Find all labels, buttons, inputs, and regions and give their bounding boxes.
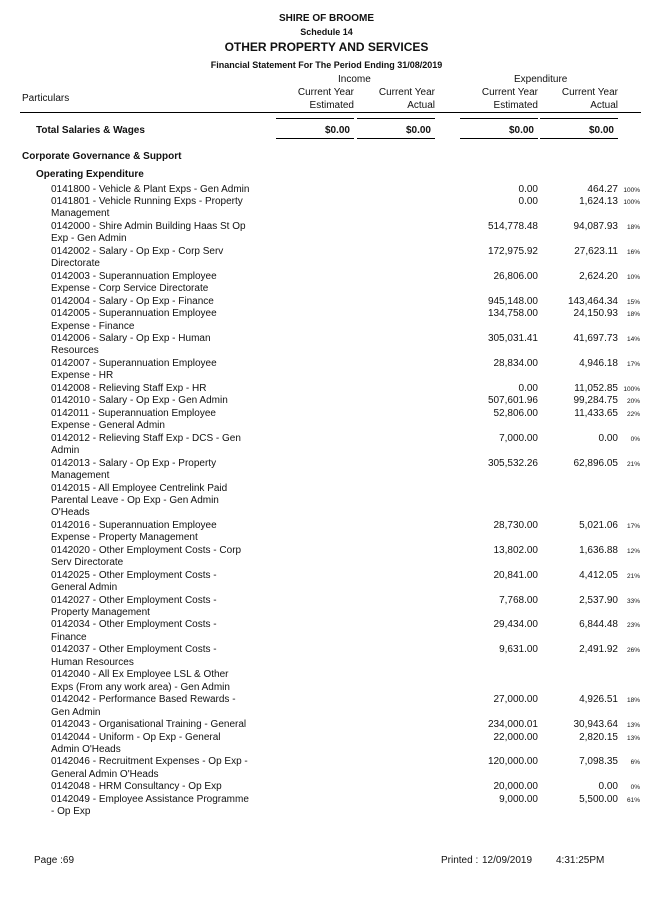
row-percent: 18% — [626, 223, 640, 231]
row-exp-estimated: 120,000.00 — [487, 756, 538, 768]
total-exp-act: $0.00 — [588, 125, 614, 136]
row-percent: 17% — [626, 360, 640, 368]
row-percent: 21% — [626, 572, 640, 580]
row-exp-estimated: 27,000.00 — [493, 694, 538, 706]
income-act-header-line1: Current Year — [378, 87, 435, 98]
org-name: SHIRE OF BROOME — [278, 13, 374, 24]
row-exp-actual: 1,624.13 — [579, 196, 618, 207]
row-exp-actual: 2,820.15 — [579, 731, 618, 743]
row-percent: 23% — [626, 622, 640, 630]
row-exp-actual: 99,284.75 — [573, 395, 618, 407]
row-percent: 18% — [626, 311, 640, 319]
income-est-header-line1: Current Year — [297, 87, 354, 98]
total-rule-2 — [357, 118, 435, 119]
section-heading: Corporate Governance & Support — [22, 151, 182, 162]
row-exp-actual: 0.00 — [598, 432, 618, 444]
row-particulars: 0142008 - Relieving Staff Exp - HR — [51, 382, 207, 394]
row-exp-actual: 2,624.20 — [579, 270, 618, 282]
particulars-header: Particulars — [22, 93, 70, 104]
row-particulars: 0142042 - Performance Based Rewards - Gen Admin — [51, 694, 236, 718]
row-exp-actual: 24,150.93 — [573, 308, 618, 320]
total-rule-4 — [540, 118, 618, 119]
header-rule — [20, 112, 641, 113]
row-percent: 13% — [626, 722, 640, 729]
row-particulars: 0142006 - Salary - Op Exp - Human Resources — [51, 333, 211, 357]
row-particulars: 0142025 - Other Employment Costs - General Admin — [51, 569, 217, 593]
printed-date: 12/09/2019 — [482, 855, 533, 866]
row-percent: 13% — [626, 734, 640, 742]
row-percent: 20% — [626, 398, 640, 406]
row-exp-actual: 4,412.05 — [579, 569, 618, 581]
row-particulars: 0142004 - Salary - Op Exp - Finance — [51, 295, 214, 307]
row-percent: 0% — [630, 435, 640, 443]
row-particulars: 0142040 - All Ex Employee LSL & Other Exps (From any work area) - Gen Admin — [51, 669, 230, 693]
total-rule-7 — [460, 138, 538, 139]
row-particulars: 0141800 - Vehicle & Plant Exps - Gen Admin — [51, 183, 250, 195]
row-exp-estimated: 52,806.00 — [493, 407, 538, 419]
row-exp-estimated: 22,000.00 — [493, 731, 538, 743]
row-percent: 14% — [626, 336, 640, 343]
total-rule-1 — [276, 118, 354, 119]
row-percent: 21% — [626, 460, 640, 468]
income-est-header-line2: Estimated — [309, 100, 354, 111]
row-percent: 100% — [623, 385, 640, 393]
row-exp-estimated: 7,000.00 — [499, 432, 538, 444]
row-exp-actual: 0.00 — [598, 781, 618, 793]
row-exp-estimated: 305,532.26 — [487, 457, 538, 469]
row-particulars: 0142037 - Other Employment Costs - Human Resources — [51, 644, 217, 668]
row-exp-actual: 4,946.18 — [579, 357, 618, 369]
row-exp-actual: 11,052.85 — [574, 382, 618, 394]
row-particulars: 0142048 - HRM Consultancy - Op Exp — [51, 781, 222, 793]
row-exp-estimated: 0.00 — [518, 183, 538, 195]
row-percent: 26% — [626, 647, 640, 655]
row-percent: 33% — [626, 597, 640, 605]
row-exp-estimated: 28,730.00 — [493, 519, 538, 531]
total-rule-5 — [276, 138, 354, 139]
row-exp-actual: 2,491.92 — [579, 644, 618, 656]
report-subtitle: Financial Statement For The Period Ending 31/08/2019 — [210, 60, 443, 70]
row-particulars: 0142043 - Organisational Training - General — [51, 719, 247, 730]
row-percent: 22% — [626, 410, 640, 418]
printed-time: 4:31:25PM — [556, 855, 605, 866]
row-exp-estimated: 0.00 — [518, 382, 538, 394]
exp-est-header-line1: Current Year — [481, 87, 538, 98]
row-exp-estimated: 29,434.00 — [493, 619, 538, 631]
row-percent: 6% — [630, 759, 640, 767]
row-exp-estimated: 305,031.41 — [487, 333, 538, 344]
row-exp-actual: 11,433.65 — [574, 407, 618, 419]
row-exp-actual: 94,087.93 — [573, 220, 618, 232]
row-particulars: 0142020 - Other Employment Costs - Corp Serv Directorate — [51, 544, 242, 569]
row-exp-actual: 6,844.48 — [579, 619, 618, 631]
row-percent: 17% — [626, 522, 640, 530]
total-income-est: $0.00 — [324, 125, 350, 136]
row-particulars: 0142003 - Superannuation Employee Expense - Corp Service Directorate — [51, 270, 217, 295]
row-exp-estimated: 20,841.00 — [493, 569, 538, 581]
row-particulars: 0142015 - All Employee Centrelink Paid Parental Leave - Op Exp - Gen Admin O'Heads — [51, 482, 228, 519]
row-exp-actual: 5,500.00 — [579, 793, 618, 805]
schedule-label: Schedule 14 — [300, 27, 353, 37]
expenditure-header: Expenditure — [514, 74, 568, 85]
row-exp-estimated: 13,802.00 — [493, 544, 538, 556]
row-percent: 10% — [626, 273, 640, 281]
row-exp-actual: 41,697.73 — [573, 333, 618, 344]
row-exp-estimated: 172,975.92 — [487, 245, 538, 257]
row-percent: 61% — [626, 796, 640, 804]
total-rule-8 — [540, 138, 618, 139]
row-particulars: 0142034 - Other Employment Costs - Finance — [51, 619, 217, 643]
total-rule-6 — [357, 138, 435, 139]
total-rule-3 — [460, 118, 538, 119]
income-header: Income — [338, 74, 371, 85]
row-exp-actual: 143,464.34 — [567, 295, 618, 307]
row-exp-estimated: 507,601.96 — [487, 395, 538, 407]
row-exp-estimated: 945,148.00 — [487, 295, 538, 307]
row-particulars: 0142011 - Superannuation Employee Expense - General Admin — [51, 407, 216, 432]
row-exp-actual: 2,537.90 — [579, 594, 618, 606]
row-exp-actual: 30,943.64 — [573, 719, 618, 730]
exp-est-header-line2: Estimated — [493, 100, 538, 111]
row-exp-actual: 27,623.11 — [574, 245, 618, 257]
income-act-header-line2: Actual — [407, 100, 435, 111]
row-exp-estimated: 234,000.01 — [487, 719, 538, 730]
row-particulars: 0142016 - Superannuation Employee Expense - Property Management — [51, 519, 217, 544]
row-exp-estimated: 9,631.00 — [499, 644, 538, 656]
row-particulars: 0142046 - Recruitment Expenses - Op Exp - General Admin O'Heads — [51, 756, 248, 780]
report-title: OTHER PROPERTY AND SERVICES — [224, 40, 429, 54]
row-percent: 100% — [623, 199, 640, 206]
row-exp-actual: 464.27 — [587, 183, 618, 195]
row-exp-actual: 5,021.06 — [579, 519, 618, 531]
row-exp-estimated: 28,834.00 — [493, 357, 538, 369]
row-percent: 15% — [626, 298, 640, 306]
row-exp-estimated: 9,000.00 — [499, 793, 538, 805]
row-percent: 100% — [623, 186, 640, 194]
row-percent: 18% — [626, 697, 640, 705]
row-particulars: 0141801 - Vehicle Running Exps - Property Management — [51, 196, 243, 220]
row-exp-estimated: 0.00 — [518, 196, 538, 207]
row-particulars: 0142002 - Salary - Op Exp - Corp Serv Directorate — [51, 245, 224, 270]
total-exp-est: $0.00 — [508, 125, 534, 136]
row-particulars: 0142013 - Salary - Op Exp - Property Management — [51, 457, 217, 481]
row-percent: 16% — [626, 248, 640, 256]
printed-label: Printed : — [441, 855, 479, 866]
row-particulars: 0142007 - Superannuation Employee Expense - HR — [51, 357, 217, 382]
row-exp-actual: 7,098.35 — [579, 756, 618, 768]
row-exp-actual: 62,896.05 — [573, 457, 618, 469]
row-percent: 0% — [630, 784, 640, 792]
row-particulars: 0142012 - Relieving Staff Exp - DCS - Gen Admin — [51, 432, 241, 457]
total-salaries-label: Total Salaries & Wages — [36, 125, 145, 136]
subsection-heading: Operating Expenditure — [36, 169, 144, 180]
row-particulars: 0142010 - Salary - Op Exp - Gen Admin — [51, 395, 228, 407]
row-particulars: 0142044 - Uniform - Op Exp - General Admin O'Heads — [51, 731, 221, 755]
row-exp-estimated: 26,806.00 — [493, 270, 538, 282]
page-number: Page :69 — [34, 855, 75, 866]
row-particulars: 0142005 - Superannuation Employee Expense - Finance — [51, 308, 217, 332]
exp-act-header-line2: Actual — [590, 100, 618, 111]
row-exp-estimated: 7,768.00 — [499, 594, 538, 606]
row-exp-actual: 4,926.51 — [579, 694, 618, 706]
row-exp-actual: 1,636.88 — [579, 544, 618, 556]
row-exp-estimated: 134,758.00 — [487, 308, 538, 320]
total-income-act: $0.00 — [405, 125, 431, 136]
row-particulars: 0142049 - Employee Assistance Programme - Op Exp — [51, 793, 249, 818]
exp-act-header-line1: Current Year — [561, 87, 618, 98]
row-exp-estimated: 514,778.48 — [487, 220, 538, 232]
row-particulars: 0142027 - Other Employment Costs - Property Management — [51, 594, 217, 618]
row-percent: 12% — [626, 547, 640, 555]
row-particulars: 0142000 - Shire Admin Building Haas St Op Exp - Gen Admin — [51, 220, 246, 245]
row-exp-estimated: 20,000.00 — [493, 781, 538, 793]
